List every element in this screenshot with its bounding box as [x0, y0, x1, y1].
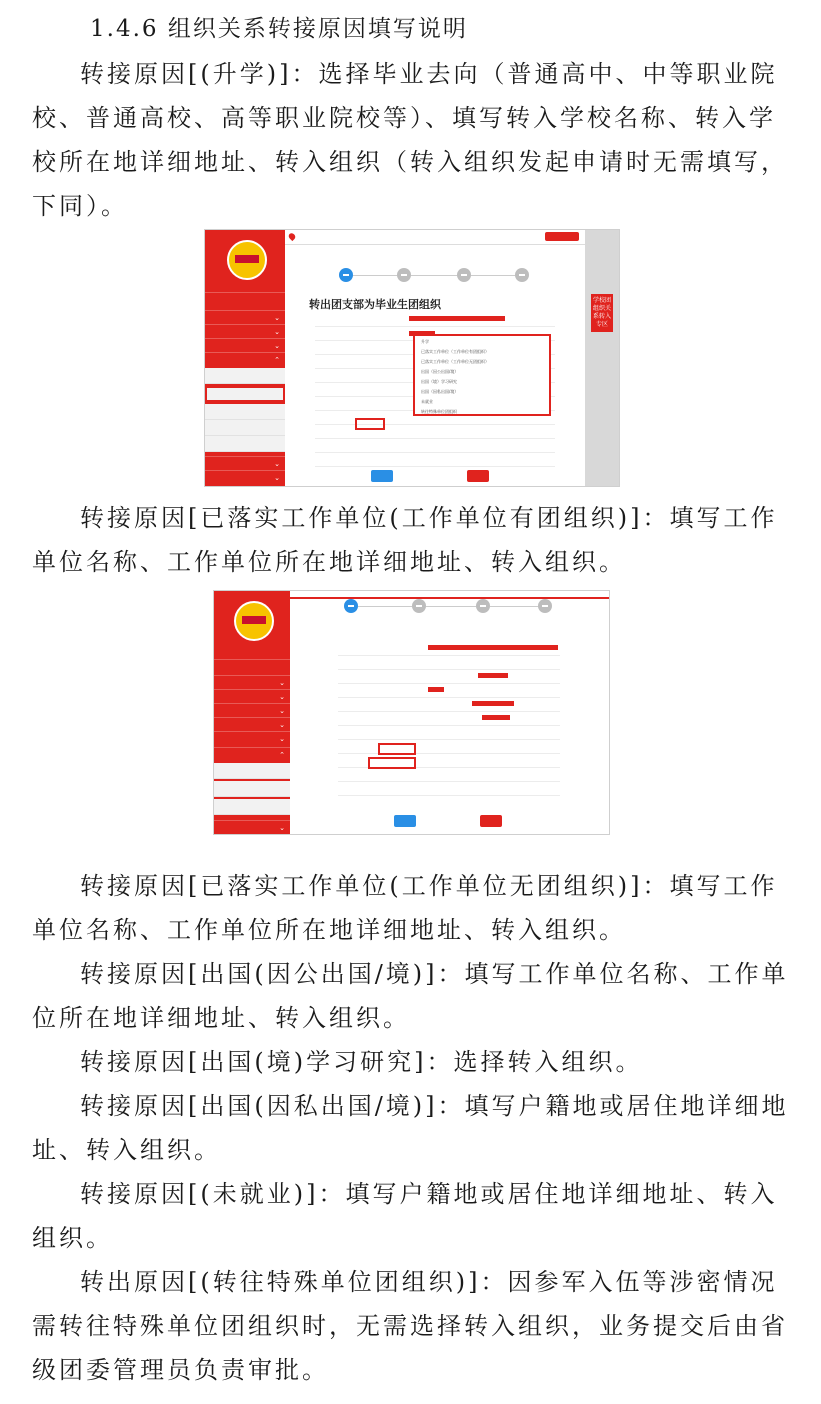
sidebar-subitem-highlighted[interactable] — [205, 386, 285, 402]
special-transfer-zone-button[interactable]: 学校团组织关系转入专区 — [591, 294, 613, 332]
step-connector — [490, 606, 538, 607]
redacted-value — [482, 715, 510, 720]
form-row — [338, 641, 560, 656]
form-row — [315, 452, 555, 467]
league-emblem-icon — [227, 240, 267, 280]
chevron-down-icon: ⌄ — [274, 474, 280, 482]
top-bar — [290, 591, 609, 599]
submit-button[interactable] — [467, 470, 489, 482]
paragraph-special-unit: 转出原因[(转往特殊单位团组织)]：因参军入伍等涉密情况需转往特殊单位团组织时，无需选择转入组织，业务提交后由省级团委管理员负责审批。 — [32, 1268, 788, 1384]
paragraph-abroad-study: 转接原因[出国(境)学习研究]：选择转入组织。 — [80, 1048, 643, 1076]
step-2-indicator — [412, 599, 426, 613]
sidebar-subitem[interactable] — [205, 368, 285, 384]
step-2-indicator — [397, 268, 411, 282]
chevron-down-icon: ⌄ — [279, 824, 285, 832]
redacted-value — [428, 687, 444, 692]
step-1-indicator — [339, 268, 353, 282]
screenshot-employed-form — [213, 590, 610, 835]
back-button[interactable] — [545, 232, 579, 241]
sidebar-subitem[interactable] — [205, 436, 285, 452]
sidebar-item[interactable] — [214, 703, 290, 717]
dropdown-option[interactable]: 出国（因私出国/境） — [421, 389, 459, 394]
paragraph-abroad-private: 转接原因[出国(因私出国/境)]：填写户籍地或居住地详细地址、转入组织。 — [32, 1092, 789, 1164]
chevron-down-icon: ⌄ — [279, 721, 285, 729]
save-button[interactable] — [371, 470, 393, 482]
right-panel — [585, 230, 619, 486]
form-title: 转出团支部为毕业生团组织 — [309, 298, 441, 311]
dropdown-option[interactable]: 升学 — [421, 339, 429, 344]
sidebar-item[interactable] — [205, 352, 285, 366]
paragraph-employed-without-league: 转接原因[已落实工作单位(工作单位无团组织)]：填写工作单位名称、工作单位所在地详细地址、转入组织。 — [32, 872, 778, 944]
step-connector — [358, 606, 412, 607]
location-pin-icon — [287, 232, 296, 241]
sidebar-item[interactable] — [214, 731, 290, 745]
form-row — [315, 312, 555, 327]
step-3-indicator — [457, 268, 471, 282]
step-connector — [426, 606, 476, 607]
sidebar — [205, 230, 285, 486]
chevron-down-icon: ⌄ — [279, 707, 285, 715]
form-row — [315, 438, 555, 453]
form-row — [338, 697, 560, 712]
sidebar-subitem[interactable] — [214, 763, 290, 779]
section-heading: 1.4.6 组织关系转接原因填写说明 — [90, 16, 468, 42]
submit-button[interactable] — [480, 815, 502, 827]
step-4-indicator — [538, 599, 552, 613]
form-row — [315, 424, 555, 439]
form-row — [338, 781, 560, 796]
redacted-value — [409, 316, 505, 321]
step-1-indicator — [344, 599, 358, 613]
chevron-down-icon: ⌄ — [274, 460, 280, 468]
dropdown-option[interactable]: 未就业 — [421, 399, 433, 404]
employer-name-label-highlight — [378, 743, 416, 755]
chevron-down-icon: ⌄ — [279, 679, 285, 687]
form-row — [338, 711, 560, 726]
employer-address-label-highlight — [368, 757, 416, 769]
redacted-value — [428, 645, 558, 650]
step-3-indicator — [476, 599, 490, 613]
sidebar-subitem[interactable] — [205, 420, 285, 436]
sidebar-item[interactable] — [205, 324, 285, 338]
sidebar-item[interactable] — [214, 747, 290, 761]
transfer-reason-label-highlight — [355, 418, 385, 430]
step-connector — [471, 275, 515, 276]
dropdown-option[interactable]: 已落实工作单位（工作单位无团组织） — [421, 359, 489, 364]
dropdown-option[interactable]: 出国（因公出国/境） — [421, 369, 459, 374]
transfer-reason-dropdown[interactable] — [413, 334, 551, 416]
chevron-down-icon: ⌄ — [274, 342, 280, 350]
sidebar-subitem[interactable] — [214, 799, 290, 815]
sidebar-item[interactable] — [214, 659, 290, 673]
sidebar-item[interactable] — [214, 717, 290, 731]
form-row — [338, 655, 560, 670]
screenshot-transfer-reason-dropdown — [204, 229, 620, 487]
chevron-down-icon: ⌄ — [274, 314, 280, 322]
sidebar-subitem[interactable] — [205, 404, 285, 420]
chevron-down-icon: ⌄ — [279, 693, 285, 701]
sidebar-item[interactable] — [205, 338, 285, 352]
sidebar-item[interactable] — [205, 292, 285, 306]
step-connector — [353, 275, 397, 276]
chevron-down-icon: ⌄ — [274, 328, 280, 336]
sidebar-item[interactable] — [205, 456, 285, 470]
top-bar — [285, 230, 585, 245]
league-emblem-icon — [234, 601, 274, 641]
paragraph-abroad-official: 转接原因[出国(因公出国/境)]：填写工作单位名称、工作单位所在地详细地址、转入组织。 — [32, 960, 789, 1032]
sidebar-item[interactable] — [214, 675, 290, 689]
sidebar-item[interactable] — [205, 310, 285, 324]
redacted-value — [478, 673, 508, 678]
step-connector — [411, 275, 457, 276]
form-row — [338, 767, 560, 782]
paragraph-employed-with-league: 转接原因[已落实工作单位(工作单位有团组织)]：填写工作单位名称、工作单位所在地详细地址、转入组织。 — [32, 504, 778, 576]
save-button[interactable] — [394, 815, 416, 827]
sidebar-subitem[interactable] — [214, 781, 290, 797]
paragraph-unemployed: 转接原因[(未就业)]：填写户籍地或居住地详细地址、转入组织。 — [32, 1180, 778, 1252]
dropdown-option[interactable]: 出国（境）学习研究 — [421, 379, 457, 384]
chevron-down-icon: ⌄ — [279, 735, 285, 743]
sidebar-item[interactable] — [214, 820, 290, 834]
form-row — [338, 683, 560, 698]
paragraph-upgrade: 转接原因[(升学)]：选择毕业去向（普通高中、中等职业院校、普通高校、高等职业院校等）、填写转入学校名称、转入学校所在地详细地址、转入组织（转入组织发起申请时无需填写，下同）。 — [32, 60, 788, 220]
form-row — [338, 739, 560, 754]
form-row — [338, 725, 560, 740]
sidebar-item[interactable] — [214, 689, 290, 703]
chevron-up-icon: ⌃ — [274, 356, 280, 364]
dropdown-option[interactable]: 转往特殊单位团组织 — [421, 409, 457, 414]
form-row — [338, 669, 560, 684]
redacted-value — [472, 701, 514, 706]
step-4-indicator — [515, 268, 529, 282]
sidebar — [214, 591, 290, 834]
sidebar-item[interactable] — [205, 470, 285, 484]
dropdown-option[interactable]: 已落实工作单位（工作单位有团组织） — [421, 349, 489, 354]
chevron-up-icon: ⌃ — [279, 751, 285, 759]
